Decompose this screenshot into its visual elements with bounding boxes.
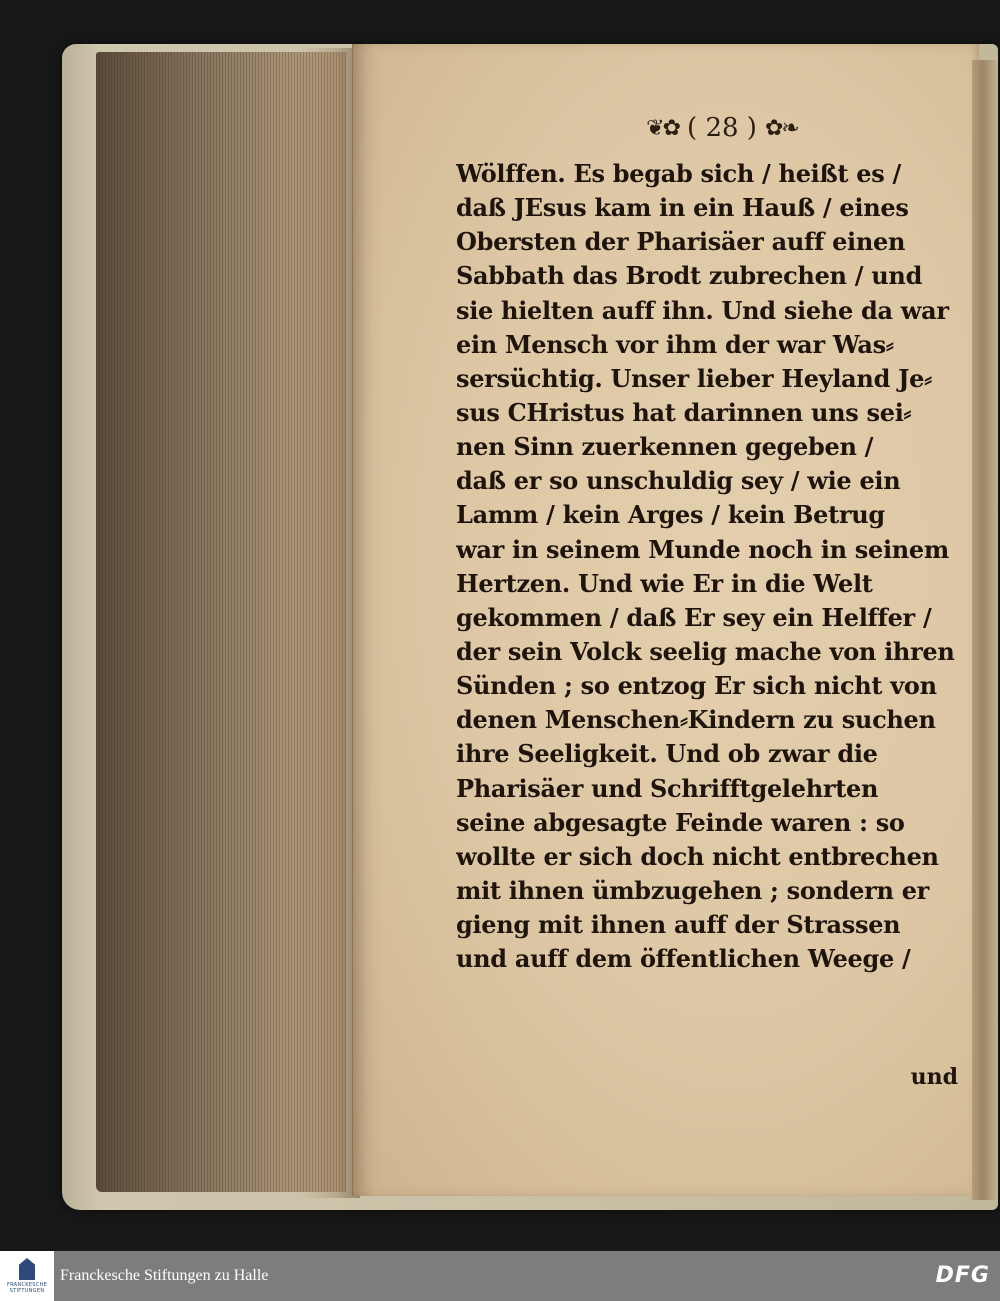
text-line: Sünden ; so entzog Er sich nicht von (456, 671, 937, 701)
text-line: Hertzen. Und wie Er in die Welt (456, 568, 873, 598)
text-line: daß JEsus kam in ein Hauß / eines (456, 193, 909, 223)
text-line: denen Menschen⸗Kindern zu suchen (456, 705, 936, 735)
text-line: ein Mensch vor ihm der war Was⸗ (456, 329, 894, 359)
gutter-shadow (300, 48, 360, 1198)
text-line: sie hielten auff ihn. Und siehe da war (456, 295, 949, 325)
institution-logo-icon (19, 1258, 35, 1280)
page-body-text (456, 157, 962, 976)
page-header (612, 110, 832, 146)
text-line: nen Sinn zuerkennen gegeben / (456, 432, 874, 462)
institution-logo-text: FRANCKESCHE STIFTUNGEN (6, 1282, 48, 1294)
text-line: ihre Seeligkeit. Und ob zwar die (456, 739, 878, 769)
text-line: Sabbath das Brodt zubrechen / und (456, 261, 923, 291)
text-line: seine abgesagte Feinde waren : so (456, 807, 905, 837)
text-line: gekommen / daß Er sey ein Helffer / (456, 602, 932, 632)
institution-name[interactable]: Franckesche Stiftungen zu Halle (60, 1267, 269, 1284)
catchword: und (910, 1064, 958, 1090)
text-line: sus CHristus hat darinnen uns sei⸗ (456, 397, 912, 427)
text-line: war in seinem Munde noch in seinem (456, 534, 949, 564)
ornament-right-icon: ✿❧ (764, 115, 798, 141)
text-line: wollte er sich doch nicht entbrechen (456, 841, 939, 871)
text-line: sersüchtig. Unser lieber Heyland Je⸗ (456, 363, 932, 393)
page-number: ( 28 ) (687, 113, 757, 143)
text-line: Wölffen. Es begab sich / heißt es / (456, 159, 901, 188)
page-right-edge (972, 60, 998, 1200)
ornament-left-icon: ❦✿ (646, 115, 680, 141)
text-line: Pharisäer und Schrifftgelehrten (456, 773, 879, 803)
text-line: daß er so unschuldig sey / wie ein (456, 466, 901, 496)
dfg-logo[interactable]: DFG (935, 1263, 990, 1288)
text-line: mit ihnen ümbzugehen ; sondern er (456, 875, 930, 905)
institution-logo[interactable] (0, 1251, 54, 1301)
text-line: Lamm / kein Arges / kein Betrug (456, 500, 885, 530)
text-line: und auff dem öffentlichen Weege / (456, 944, 911, 974)
text-line: gieng mit ihnen auff der Strassen (456, 910, 901, 940)
text-line: Obersten der Pharisäer auff einen (456, 227, 906, 257)
text-line: der sein Volck seelig mache von ihren (456, 636, 955, 666)
footer-bar (0, 1251, 1000, 1301)
